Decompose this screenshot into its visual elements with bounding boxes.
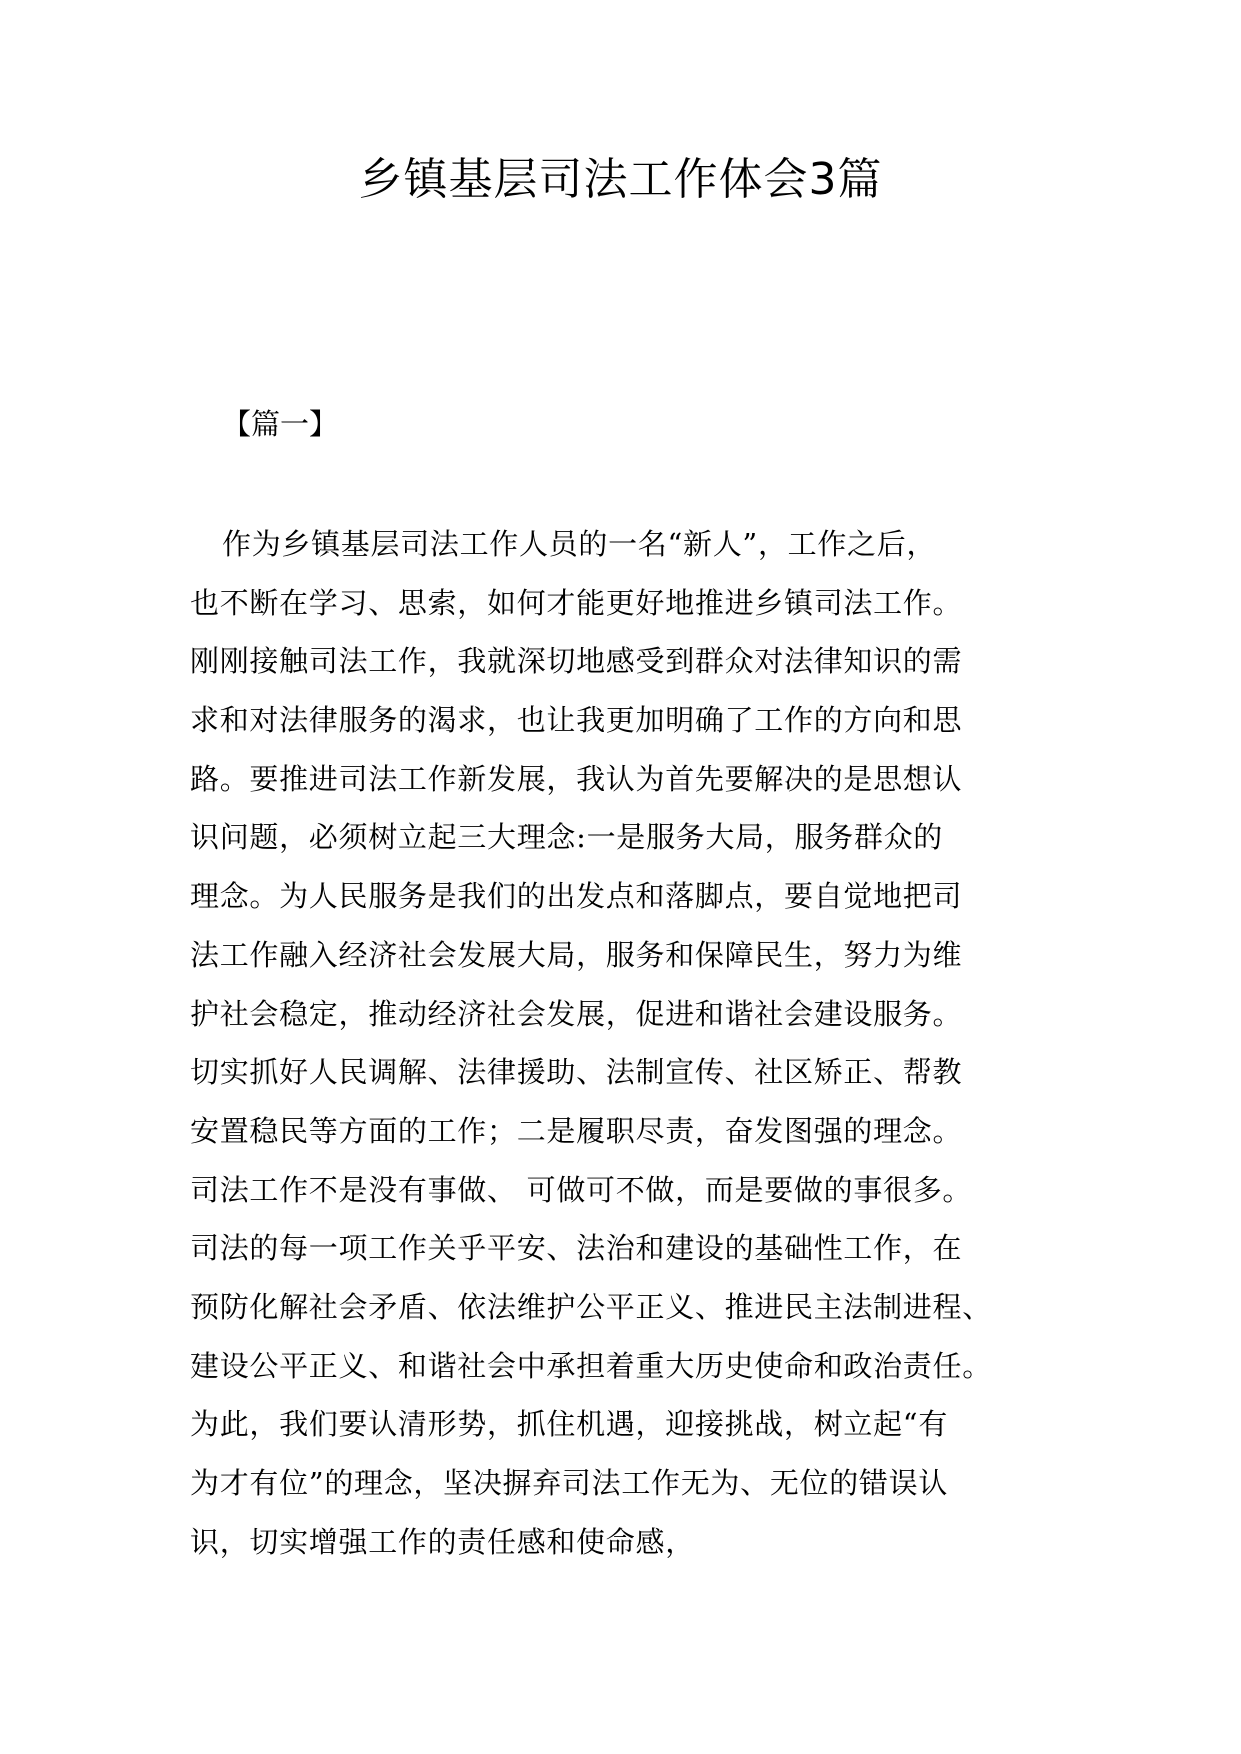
paragraph-line: 作为乡镇基层司法工作人员的一名“新人”，工作之后， — [222, 527, 937, 561]
paragraph-line: 法工作融入经济社会发展大局，服务和保障民生，努力为维 — [190, 937, 963, 972]
paragraph-line: 预防化解社会矛盾、依法维护公平正义、推进民主法制进程、 — [190, 1289, 992, 1324]
paragraph-line: 为才有位”的理念，坚决摒弃司法工作无为、无位的错误认 — [190, 1466, 949, 1500]
paragraph-line: 理念。为人民服务是我们的出发点和落脚点，要自觉地把司 — [190, 879, 963, 914]
paragraph-line: 刚刚接触司法工作，我就深切地感受到群众对法律知识的需 — [190, 644, 963, 679]
paragraph-line: 也不断在学习、思索，如何才能更好地推进乡镇司法工作。 — [190, 585, 963, 620]
paragraph-line: 司法工作不是没有事做、 可做可不做，而是要做的事很多。 — [190, 1172, 973, 1207]
section-heading: 【篇一】 — [222, 407, 339, 441]
paragraph-line: 安置稳民等方面的工作；二是履职尽责，奋发图强的理念。 — [190, 1113, 963, 1148]
paragraph-line: 为此，我们要认清形势，抓住机遇，迎接挑战，树立起“有 — [190, 1407, 949, 1442]
paragraph-line: 路。要推进司法工作新发展，我认为首先要解决的是思想认 — [190, 761, 963, 796]
paragraph-line: 识问题，必须树立起三大理念:一是服务大局，服务群众的 — [190, 820, 943, 855]
paragraph-line: 切实抓好人民调解、法律援助、法制宣传、社区矫正、帮教 — [190, 1055, 963, 1090]
body-paragraph — [190, 515, 1070, 1571]
paragraph-line: 护社会稳定，推动经济社会发展，促进和谐社会建设服务。 — [190, 996, 963, 1031]
paragraph-line: 识，切实增强工作的责任感和使命感， — [190, 1524, 695, 1559]
paragraph-line: 建设公平正义、和谐社会中承担着重大历史使命和政治责任。 — [190, 1348, 992, 1383]
document-title: 乡镇基层司法工作体会3篇 — [358, 154, 883, 205]
paragraph-line: 司法的每一项工作关乎平安、法治和建设的基础性工作，在 — [190, 1231, 963, 1266]
paragraph-line: 求和对法律服务的渴求，也让我更加明确了工作的方向和思 — [190, 703, 963, 738]
